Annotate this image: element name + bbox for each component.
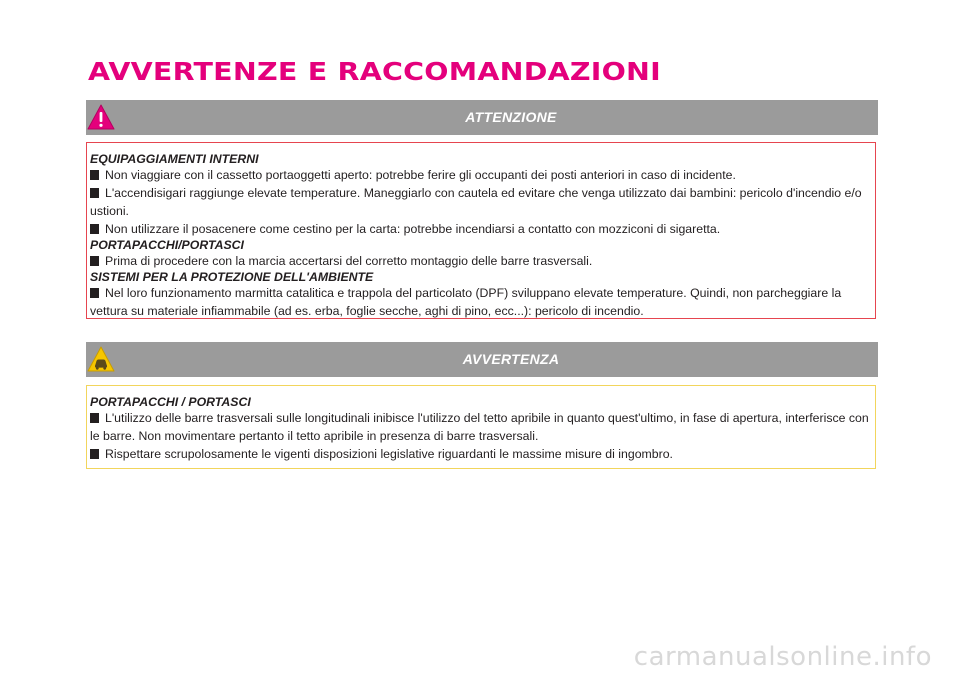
checkbox-bullet-icon [90,224,99,234]
checkbox-bullet-icon [90,188,99,198]
list-item: Prima di procedere con la marcia accertarsi del corretto montaggio delle barre trasversali. [90,252,869,270]
checkbox-bullet-icon [90,449,99,459]
list-item: Non viaggiare con il cassetto portaoggetti aperto: potrebbe ferire gli occupanti dei posti anteriori in caso di incidente. [90,166,869,184]
checkbox-bullet-icon [90,256,99,266]
page-title: AVVERTENZE E RACCOMANDAZIONI [88,57,661,86]
watermark: carmanualsonline.info [633,642,932,672]
list-item: Nel loro funzionamento marmitta catalitica e trappola del particolato (DPF) sviluppano elevate temperature. Quindi, non parcheggiare la vettura su materiale infiammabile (ad es. erba, foglie secche, aghi di pino, ecc...): pericolo di incendio. [90,286,842,318]
section-heading: PORTAPACCHI/PORTASCI [90,238,244,252]
danger-band [86,100,878,135]
checkbox-bullet-icon [90,413,99,423]
list-item: L'utilizzo delle barre trasversali sulle longitudinali inibisce l'utilizzo del tetto apribile in quanto quest'ultimo, in fase di apertura, interferisce con le barre. Non movimentare pertanto il tetto apribile in presenza di barre trasversali. [90,411,869,443]
section-heading: PORTAPACCHI / PORTASCI [90,395,251,409]
list-item: Non utilizzare il posacenere come cestino per la carta: potrebbe incendiarsi a contatto con mozziconi di sigaretta. [90,220,869,238]
checkbox-bullet-icon [90,170,99,180]
list-item: L'accendisigari raggiunge elevate temperature. Maneggiarlo con cautela ed evitare che venga utilizzato dai bambini: pericolo d'incendio e/o ustioni. [90,186,862,218]
list-item: Rispettare scrupolosamente le vigenti disposizioni legislative riguardanti le massime misure di ingombro. [90,445,869,463]
section-heading: EQUIPAGGIAMENTI INTERNI [90,152,259,166]
warning-box [86,385,876,469]
checkbox-bullet-icon [90,288,99,298]
danger-label: ATTENZIONE [465,109,557,125]
warning-band [86,342,878,377]
warning-label: AVVERTENZA [462,351,560,367]
danger-box [86,142,876,319]
section-heading: SISTEMI PER LA PROTEZIONE DELL'AMBIENTE [90,270,374,284]
